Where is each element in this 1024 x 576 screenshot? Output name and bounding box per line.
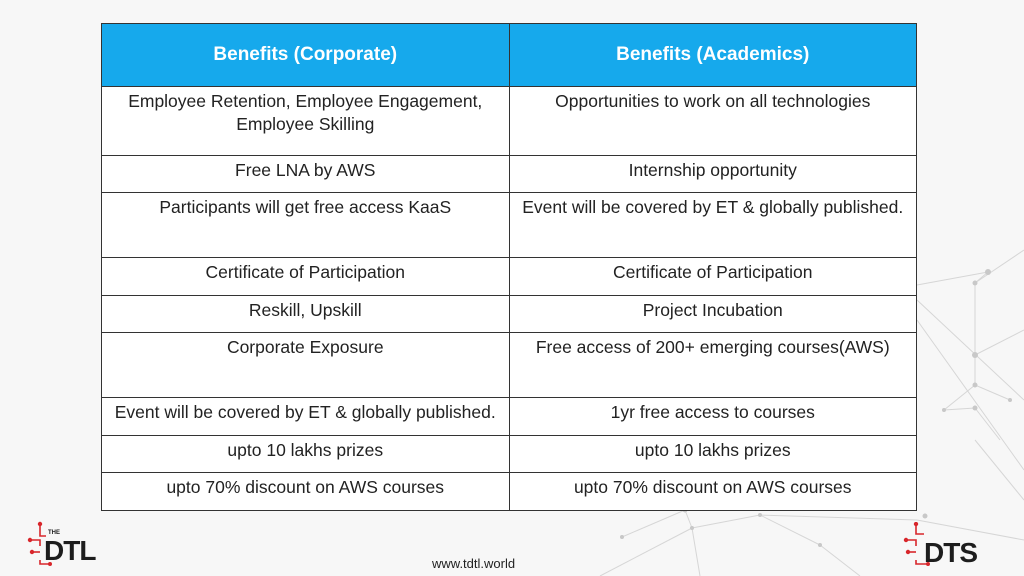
dts-logo [902,522,998,570]
table-row [102,193,917,258]
cell-academics: Internship opportunity [509,156,917,193]
cell-corporate: upto 10 lakhs prizes [102,436,510,473]
table-row [102,258,917,296]
table-row [102,436,917,473]
header-corporate: Benefits (Corporate) [102,24,510,87]
logo-text: DTS [924,537,977,568]
table-row [102,398,917,436]
cell-corporate: Free LNA by AWS [102,156,510,193]
table-row [102,156,917,193]
cell-corporate: Corporate Exposure [102,333,510,398]
table-row [102,473,917,511]
logo-text: DTL [44,535,96,566]
cell-academics: Opportunities to work on all technologies [509,87,917,156]
table-header-row [102,24,917,87]
cell-academics: Certificate of Participation [509,258,917,296]
table-row [102,333,917,398]
cell-academics: upto 10 lakhs prizes [509,436,917,473]
cell-academics: Free access of 200+ emerging courses(AWS) [509,333,917,398]
header-academics: Benefits (Academics) [509,24,917,87]
table-row [102,296,917,333]
cell-corporate: Reskill, Upskill [102,296,510,333]
cell-academics: Project Incubation [509,296,917,333]
table-row [102,87,917,156]
cell-academics: 1yr free access to courses [509,398,917,436]
cell-corporate: upto 70% discount on AWS courses [102,473,510,511]
cell-academics: upto 70% discount on AWS courses [509,473,917,511]
footer-url[interactable]: www.tdtl.world [432,556,516,571]
cell-corporate: Event will be covered by ET & globally published. [102,398,510,436]
logo-small-text: THE [48,530,60,536]
cell-academics: Event will be covered by ET & globally published. [509,193,917,258]
cell-corporate: Certificate of Participation [102,258,510,296]
benefits-table [101,23,917,511]
cell-corporate: Participants will get free access KaaS [102,193,510,258]
dtl-logo [26,520,118,568]
cell-corporate: Employee Retention, Employee Engagement, Employee Skilling [102,87,510,156]
